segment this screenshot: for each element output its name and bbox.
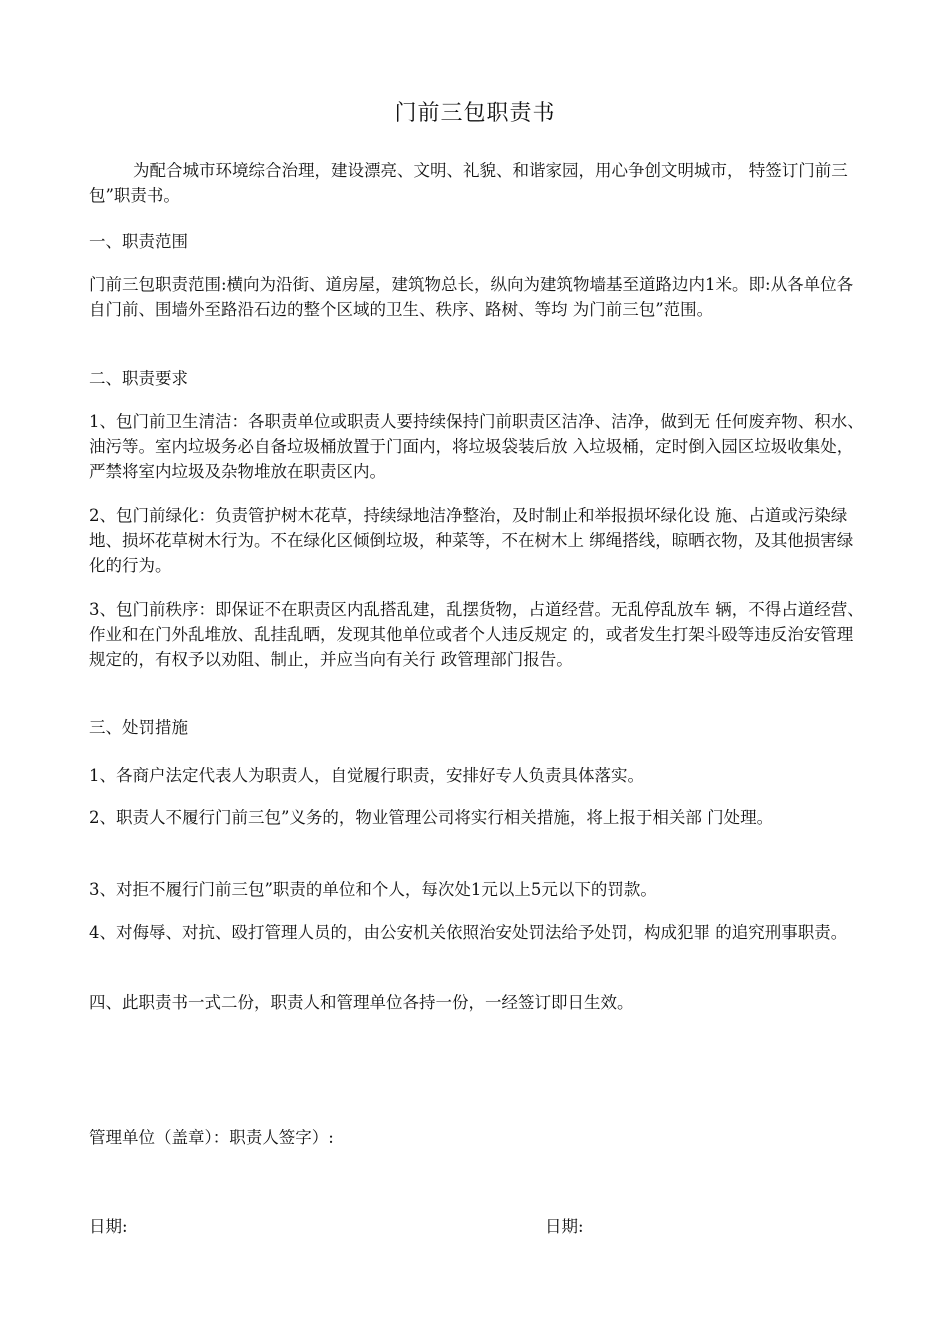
section2-item2: 2、包门前绿化：负责管护树木花草，持续绿地洁净整治，及时制止和举报损坏绿化设 施、占道或污染绿地、损坏花草树木行为。不在绿化区倾倒垃圾，种菜等，不在树木上 绑绳搭线，晾晒衣物，及其他损害绿化的行为。 bbox=[89, 506, 854, 575]
section2-heading: 二、职责要求 bbox=[89, 369, 188, 388]
section4-heading: 四、此职责书一式二份，职责人和管理单位各持一份，一经签订即日生效。 bbox=[89, 993, 634, 1012]
section3-item3: 3、对拒不履行门前三包”职责的单位和个人，每次处1元以上5元以下的罚款。 bbox=[89, 880, 657, 899]
section3-item1: 1、各商户法定代表人为职责人，自觉履行职责，安排好专人负责具体落实。 bbox=[89, 766, 644, 785]
section3-item4: 4、对侮辱、对抗、殴打管理人员的，由公安机关依照治安处罚法给予处罚，构成犯罪 的追究刑事职责。 bbox=[89, 923, 848, 942]
section2-item1: 1、包门前卫生清洁：各职责单位或职责人要持续保持门前职责区洁净、洁净，做到无 任何废弃物、积水、油污等。室内垃圾务必自备垃圾桶放置于门面内，将垃圾袋装后放 入垃圾桶，定时倒入园区垃圾收集处，严禁将室内垃圾及杂物堆放在职责区内。 bbox=[89, 412, 864, 481]
date-right: 日期: bbox=[545, 1217, 584, 1236]
document-title: 门前三包职责书 bbox=[394, 101, 556, 126]
section1-heading: 一、职责范围 bbox=[89, 232, 188, 251]
signature-line: 管理单位（盖章）：职责人签字）: bbox=[89, 1128, 334, 1147]
date-left: 日期: bbox=[89, 1217, 128, 1236]
intro-paragraph: 为配合城市环境综合治理，建设漂亮、文明、礼貌、和谐家园，用心争创文明城市， 特签订门前三包”职责书。 bbox=[89, 161, 848, 205]
section1-body: 门前三包职责范围:横向为沿街、道房屋，建筑物总长，纵向为建筑物墙基至道路边内1米。即:从各单位各自门前、围墙外至路沿石边的整个区域的卫生、秩序、路树、等均 为门前三包”范围。 bbox=[89, 275, 854, 319]
section2-item3: 3、包门前秩序：即保证不在职责区内乱搭乱建，乱摆货物，占道经营。无乱停乱放车 辆，不得占道经营、作业和在门外乱堆放、乱挂乱晒，发现其他单位或者个人违反规定 的，或者发生打架斗殴等违反治安管理规定的，有权予以劝阻、制止，并应当向有关行 政管理部门报告。 bbox=[89, 600, 864, 669]
section3-heading: 三、处罚措施 bbox=[89, 718, 188, 737]
section3-item2: 2、职责人不履行门前三包”义务的，物业管理公司将实行相关措施，将上报于相关部 门处理。 bbox=[89, 808, 774, 827]
